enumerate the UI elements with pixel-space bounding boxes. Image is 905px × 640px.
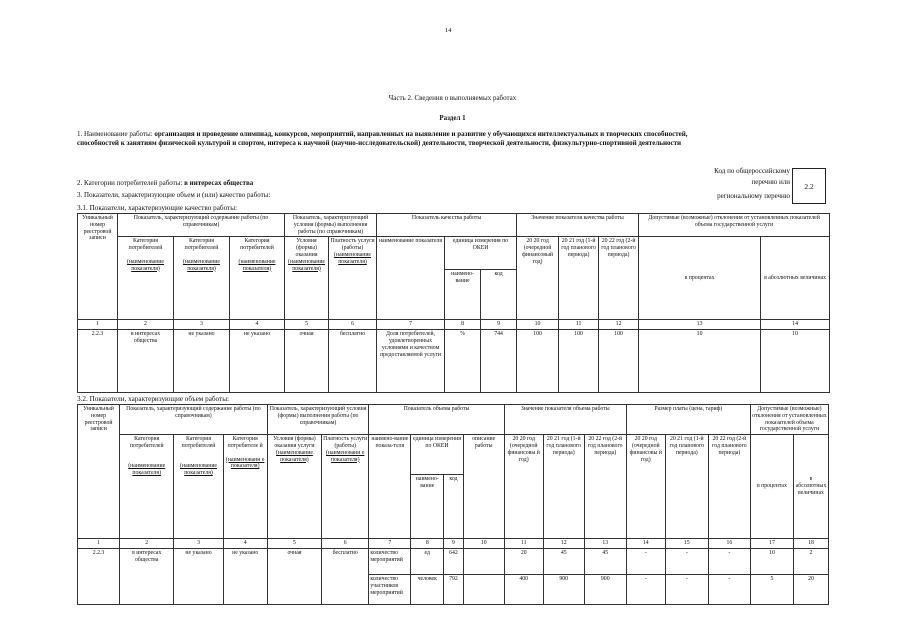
q-h-cond-text: Условия (формы) оказания bbox=[295, 238, 318, 258]
v-h-unit-code: код bbox=[444, 475, 463, 539]
q-col-12: 12 bbox=[599, 320, 639, 330]
v-row1-name: количество мероприятий bbox=[369, 548, 411, 574]
v-h-ind-lbl-1: (наименование показателя) bbox=[128, 463, 166, 477]
v-col-14: 14 bbox=[626, 539, 665, 549]
v-h-conditions: Показатель, характеризующий условия (формы) выполнения работы (по справочникам) bbox=[267, 405, 369, 435]
v-h-unit: единица измерения по ОКЕИ bbox=[411, 435, 463, 475]
v-row-c3: не указано bbox=[223, 548, 267, 604]
q-h-cat3 bbox=[230, 237, 285, 320]
v-col-3: 3 bbox=[174, 539, 223, 549]
v-col-11: 11 bbox=[504, 539, 543, 549]
v-row2-pct: 5 bbox=[750, 574, 793, 604]
v-col-6: 6 bbox=[322, 539, 369, 549]
q-h-unit: единица измерения по ОКЕИ bbox=[445, 237, 517, 270]
code-box: 2.2 bbox=[792, 168, 826, 204]
v-h-f1: 20 20 год (очередной финансовы й год) bbox=[626, 435, 665, 539]
v-h-indicator: Показатель объема работы bbox=[369, 405, 504, 435]
q-row-c5: бесплатно bbox=[329, 330, 377, 393]
v-h-ind-lbl-4: (наименование показателя) bbox=[275, 449, 313, 463]
indicators-label: 3. Показатели, характеризующие объем и (или) качество работы: bbox=[77, 191, 271, 199]
v-row2-v3: 900 bbox=[584, 574, 626, 604]
code-label-2: перечню или bbox=[751, 178, 790, 186]
v-h-y1: 20 20 год (очередной финансовы й год) bbox=[504, 435, 543, 539]
section-title: Раздел 1 bbox=[439, 114, 466, 122]
v-h-cat1 bbox=[120, 435, 174, 539]
v-row-c4: очная bbox=[267, 548, 321, 604]
q-h-ind-lbl-5: (наименование показателя) bbox=[334, 251, 371, 265]
q-row-okei: 744 bbox=[481, 330, 517, 393]
v-row2-v2: 900 bbox=[543, 574, 584, 604]
v-row2-f3: - bbox=[708, 574, 750, 604]
q-h-pay-text: Платность услуги (работы) bbox=[330, 238, 375, 252]
q-col-6: 6 bbox=[329, 320, 377, 330]
page-number: 14 bbox=[445, 27, 452, 34]
v-row1-v2: 45 bbox=[543, 548, 584, 574]
v-col-13: 13 bbox=[584, 539, 626, 549]
q-h-conditions: Показатель, характеризующий условия (формы) выполнения работы (по справочникам) bbox=[285, 214, 377, 237]
v-h-abs: в абсолютных величинах bbox=[793, 435, 828, 539]
q-h-y2: 20 21 год (1-й год планового периода) bbox=[559, 237, 599, 320]
q-h-cond bbox=[285, 237, 329, 320]
q-h-cat2 bbox=[174, 237, 230, 320]
v-h-ind-lbl-5: (наименовани е показателя) bbox=[326, 449, 365, 463]
v-col-16: 16 bbox=[708, 539, 750, 549]
v-row1-desc bbox=[463, 548, 504, 574]
v-h-cat3-text: Категория потребителе й bbox=[227, 436, 263, 449]
q-row-c1: в интересах общества bbox=[118, 330, 174, 393]
q-h-pct: в процентах bbox=[639, 237, 761, 320]
quality-caption: 3.1. Показатели, характеризующие качество работы: bbox=[77, 204, 238, 212]
work-name-label: 1. Наименование работы: bbox=[77, 130, 153, 138]
q-h-cat1-text: Категория потребителей bbox=[128, 238, 163, 252]
v-h-unique: Уникальный номер реестровой записи bbox=[78, 405, 120, 539]
q-col-14: 14 bbox=[761, 320, 830, 330]
volume-caption: 3.2. Показатели, характеризующие объем работы: bbox=[77, 395, 230, 403]
v-col-9: 9 bbox=[444, 539, 463, 549]
v-col-7: 7 bbox=[369, 539, 411, 549]
v-row2-f1: - bbox=[626, 574, 665, 604]
v-row1-abs: 2 bbox=[793, 548, 828, 574]
q-h-y1: 20 20 год (очередной финансовый год) bbox=[517, 237, 559, 320]
v-h-fee: Размер платы (цена, тариф) bbox=[626, 405, 750, 435]
v-h-deviation: Допустимые (возможные) отклонения от установленных показателей объема государственной услуги bbox=[750, 405, 828, 435]
v-col-15: 15 bbox=[665, 539, 708, 549]
q-h-unit-name: наимено-вание bbox=[445, 270, 481, 320]
v-row-c1: в интересах общества bbox=[120, 548, 174, 604]
q-h-unit-code: код bbox=[481, 270, 517, 320]
v-h-y2: 20 21 год (1-й год планового периода) bbox=[543, 435, 584, 539]
v-row2-unit: человек bbox=[411, 574, 444, 604]
q-row-abs: 10 bbox=[761, 330, 830, 393]
q-row-v2: 100 bbox=[559, 330, 599, 393]
v-row2-f2: - bbox=[665, 574, 708, 604]
v-row1-v3: 45 bbox=[584, 548, 626, 574]
q-col-2: 2 bbox=[118, 320, 174, 330]
v-h-content: Показатель, характеризующий содержание работы (по справочникам) bbox=[120, 405, 268, 435]
v-row1-f2: - bbox=[665, 548, 708, 574]
v-h-ind-lbl-2: (наименование показателя) bbox=[180, 463, 217, 477]
q-row-unit: % bbox=[445, 330, 481, 393]
volume-table bbox=[77, 404, 829, 605]
v-h-ind-name: наимено-вание показа-теля bbox=[369, 435, 411, 539]
v-col-8: 8 bbox=[411, 539, 444, 549]
v-h-f2: 20 21 год (1-й год планового периода) bbox=[665, 435, 708, 539]
q-h-values: Значение показателя качества работы bbox=[517, 214, 639, 237]
q-row-pct: 10 bbox=[639, 330, 761, 393]
q-col-11: 11 bbox=[559, 320, 599, 330]
table-row bbox=[78, 548, 829, 574]
v-col-17: 17 bbox=[750, 539, 793, 549]
q-h-cat1 bbox=[118, 237, 174, 320]
q-h-y3: 20 22 год (2-й год планового периода) bbox=[599, 237, 639, 320]
v-h-cond bbox=[267, 435, 321, 539]
v-col-numbers bbox=[78, 539, 829, 549]
v-h-unit-name: наимено-вание bbox=[411, 475, 444, 539]
q-h-deviation: Допустимые (возможные) отклонения от установленных показателей объема государственной услуги bbox=[639, 214, 830, 237]
q-col-5: 5 bbox=[285, 320, 329, 330]
v-row1-pct: 10 bbox=[750, 548, 793, 574]
v-row-c2: не указано bbox=[174, 548, 223, 604]
q-col-8: 8 bbox=[445, 320, 481, 330]
v-h-cond-text: Условия (формы) оказания услуги bbox=[273, 436, 316, 449]
v-h-ind-lbl-3: (наименовани е показателя) bbox=[225, 456, 265, 470]
table-row bbox=[78, 330, 830, 393]
v-col-18: 18 bbox=[793, 539, 828, 549]
v-h-pct: в процентах bbox=[750, 435, 793, 539]
q-row-code: 2.2.3 bbox=[78, 330, 118, 393]
q-col-3: 3 bbox=[174, 320, 230, 330]
quality-table bbox=[77, 213, 830, 393]
q-col-7: 7 bbox=[377, 320, 445, 330]
q-h-indicator: Показатель качества работы bbox=[377, 214, 517, 237]
consumers-label: 2. Категории потребителей работы: bbox=[77, 179, 183, 187]
q-h-abs: в абсолютных величинах bbox=[761, 237, 830, 320]
v-h-y3: 20 22 год (2-й год планового периода) bbox=[584, 435, 626, 539]
q-h-ind-name: наименование показателя bbox=[377, 237, 445, 320]
v-row2-desc bbox=[463, 574, 504, 604]
v-h-f3: 20 22 год (2-й год планового периода) bbox=[708, 435, 750, 539]
v-row1-okei: 642 bbox=[444, 548, 463, 574]
q-h-ind-lbl-2: (наименование показателя) bbox=[183, 258, 220, 272]
consumers-value: в интересах общества bbox=[184, 179, 254, 187]
v-col-2: 2 bbox=[120, 539, 174, 549]
work-name bbox=[77, 130, 717, 149]
v-row1-f3: - bbox=[708, 548, 750, 574]
q-h-unique: Уникальный номер реестровой записи bbox=[78, 214, 118, 320]
v-row2-abs: 20 bbox=[793, 574, 828, 604]
v-col-1: 1 bbox=[78, 539, 120, 549]
q-row-c2: не указано bbox=[174, 330, 230, 393]
v-row2-v1: 400 bbox=[504, 574, 543, 604]
q-col-1: 1 bbox=[78, 320, 118, 330]
v-h-cat2 bbox=[174, 435, 223, 539]
part-title: Часть 2. Сведения о выполняемых работах bbox=[388, 94, 517, 102]
consumers-line bbox=[77, 179, 253, 187]
v-col-12: 12 bbox=[543, 539, 584, 549]
v-h-pay-text: Платность услуги (работы) bbox=[323, 436, 368, 449]
q-h-cat2-text: Категория потребителей bbox=[184, 238, 219, 252]
v-row1-v1: 20 bbox=[504, 548, 543, 574]
v-h-values: Значение показателя объема работы bbox=[504, 405, 626, 435]
code-label-1: Код по общероссийскому bbox=[714, 167, 790, 175]
q-row-v1: 100 bbox=[517, 330, 559, 393]
q-h-ind-lbl-3: (наименование показателя) bbox=[238, 258, 276, 272]
q-h-cat3-text: Категория потребителей bbox=[240, 238, 274, 252]
q-col-10: 10 bbox=[517, 320, 559, 330]
code-label-3: региональному перечню bbox=[717, 192, 790, 200]
v-col-4: 4 bbox=[223, 539, 267, 549]
q-row-c4: очная bbox=[285, 330, 329, 393]
q-col-9: 9 bbox=[481, 320, 517, 330]
q-h-ind-lbl-1: (наименование показателя) bbox=[127, 258, 164, 272]
v-h-cat1-text: Категория потребителей bbox=[129, 436, 164, 449]
q-col-4: 4 bbox=[230, 320, 285, 330]
q-h-content: Показатель, характеризующий содержание работы (по справочникам) bbox=[118, 214, 285, 237]
v-row1-unit: ед bbox=[411, 548, 444, 574]
work-name-value: организация и проведение олимпиад, конкурсов, мероприятий, направленных на выявление и развитие у обучающихся интеллектуальных и творческих способностей, способностей к занятиям физической культурой и спортом, интереса к научной (научно-исследовательской) деятельности, творческой деятельности, физкультурно-спортивной деятельности bbox=[77, 130, 688, 148]
v-row-code: 2.2.3 bbox=[78, 548, 120, 604]
v-row2-okei: 792 bbox=[444, 574, 463, 604]
q-col-13: 13 bbox=[639, 320, 761, 330]
q-row-v3: 100 bbox=[599, 330, 639, 393]
q-h-ind-lbl-4: (наименование показателя) bbox=[288, 258, 325, 272]
q-row-c3: не указано bbox=[230, 330, 285, 393]
v-col-10: 10 bbox=[463, 539, 504, 549]
v-row2-name: количество участников мероприятий bbox=[369, 574, 411, 604]
v-col-5: 5 bbox=[267, 539, 321, 549]
v-h-cat2-text: Категория потребителей bbox=[181, 436, 216, 449]
v-h-desc: описание работы bbox=[463, 435, 504, 539]
v-row-c5: бесплатно bbox=[322, 548, 369, 604]
q-col-numbers bbox=[78, 320, 830, 330]
q-h-pay bbox=[329, 237, 377, 320]
v-h-cat3 bbox=[223, 435, 267, 539]
v-h-pay bbox=[322, 435, 369, 539]
v-row1-f1: - bbox=[626, 548, 665, 574]
q-row-name: Доля потребителей, удовлетворенных условиями и качеством предоставляемой услуги bbox=[377, 330, 445, 393]
